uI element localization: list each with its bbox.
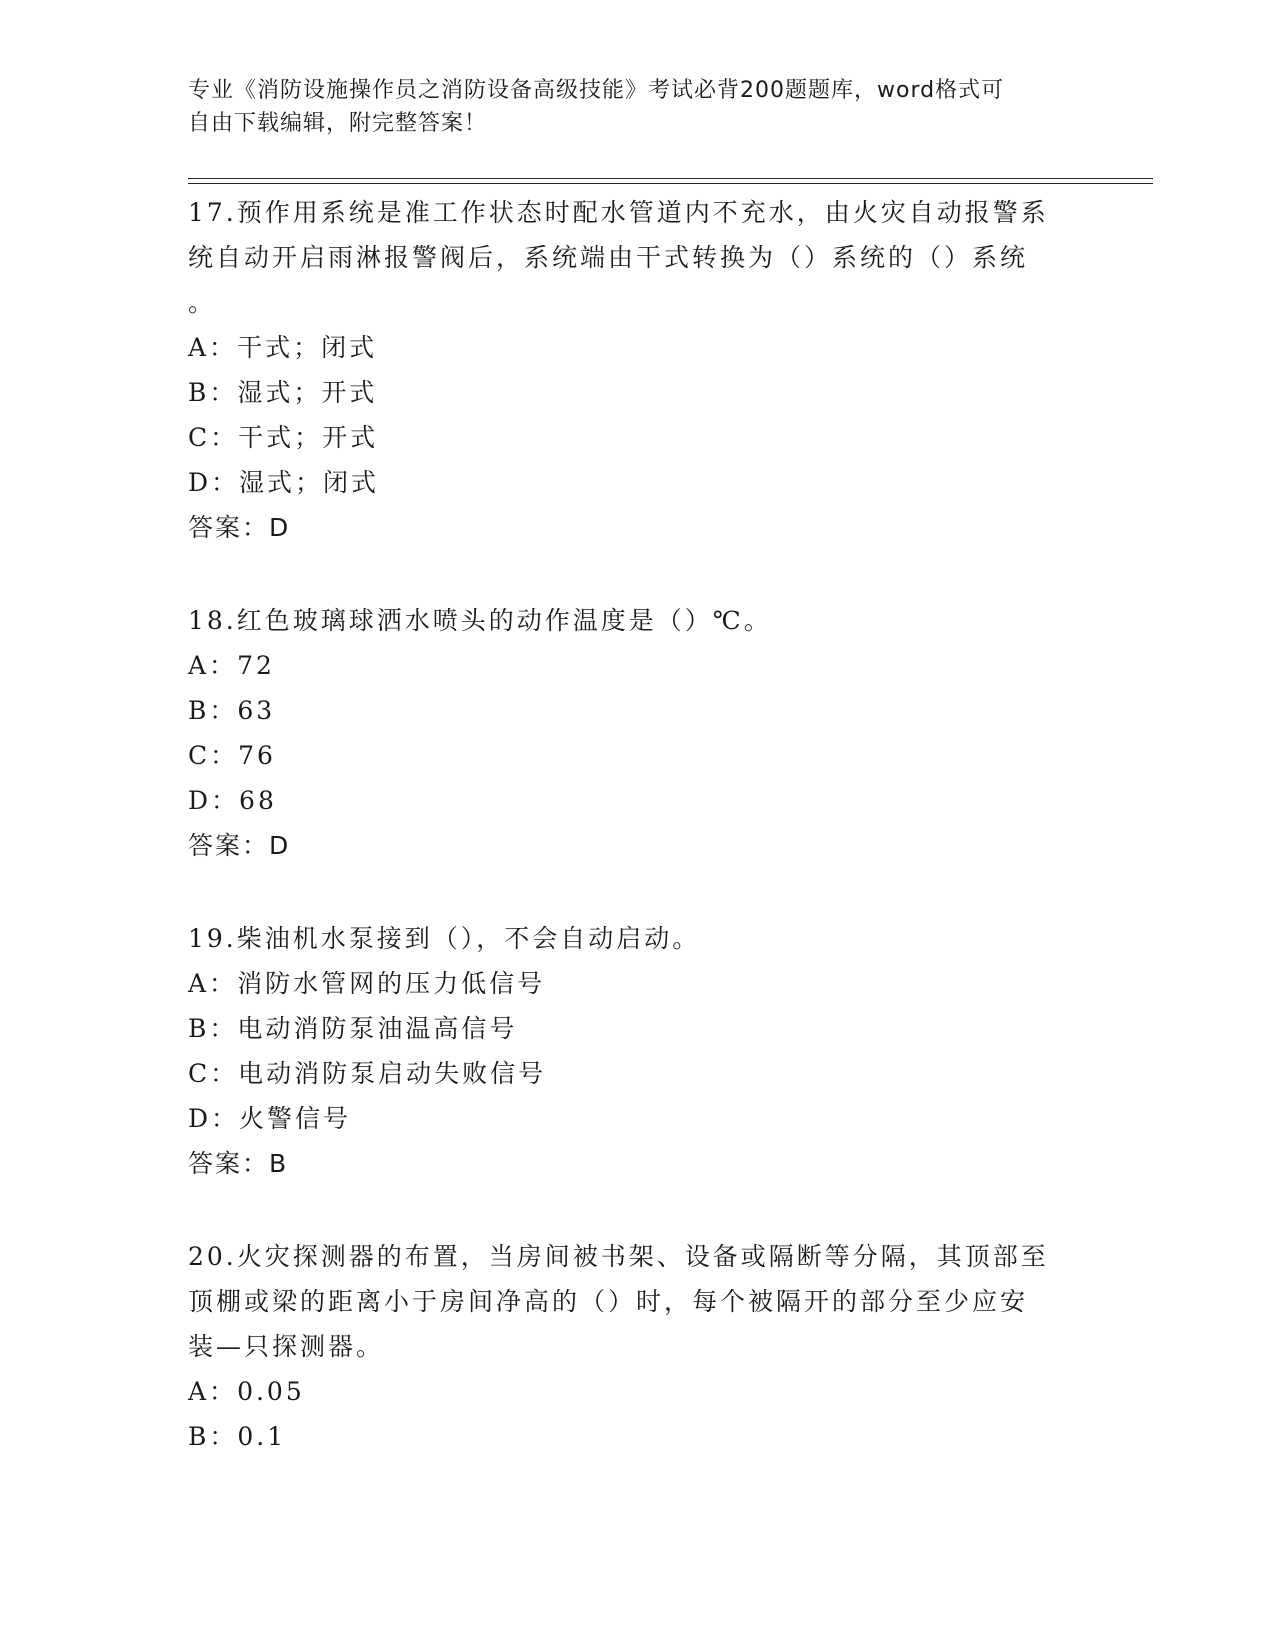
option-text: 76 <box>238 741 276 770</box>
answer-line <box>188 823 1088 868</box>
option-b <box>188 1006 1088 1051</box>
question-text-line: 顶棚或梁的距离小于房间净高的（）时，每个被隔开的部分至少应安 <box>188 1287 1029 1316</box>
answer-value: D <box>269 831 291 860</box>
option-key: C： <box>188 423 239 452</box>
option-text: 湿式；开式 <box>237 378 378 407</box>
option-a <box>188 643 1088 688</box>
option-a <box>188 325 1088 370</box>
option-key: A： <box>188 651 238 680</box>
option-text: 63 <box>237 696 276 725</box>
answer-value: B <box>269 1149 289 1178</box>
question-18 <box>188 598 1088 868</box>
option-text: 电动消防泵油温高信号 <box>237 1014 518 1043</box>
option-text: 电动消防泵启动失败信号 <box>238 1059 547 1088</box>
option-key: B： <box>188 1014 238 1043</box>
answer-line <box>188 505 1088 550</box>
question-text <box>188 916 1088 961</box>
document-header <box>188 74 1068 140</box>
option-text: 68 <box>239 786 277 815</box>
option-key: C： <box>188 1059 239 1088</box>
option-c <box>188 415 1088 460</box>
option-key: A： <box>188 969 238 998</box>
option-b <box>188 1414 1088 1459</box>
answer-label: 答案： <box>188 831 270 860</box>
option-text: 湿式；闭式 <box>239 468 380 497</box>
option-key: B： <box>188 378 238 407</box>
header-line-1: 专业《消防设施操作员之消防设备高级技能》考试必背200题题库，word格式可 <box>188 78 1005 103</box>
option-d <box>188 1096 1088 1141</box>
option-key: D： <box>188 468 240 497</box>
option-text: 干式；开式 <box>238 423 379 452</box>
answer-value: D <box>269 513 291 542</box>
option-key: D： <box>188 786 240 815</box>
header-divider-top <box>188 178 1153 179</box>
question-text-line: 18.红色玻璃球洒水喷头的动作温度是（）℃。 <box>188 606 772 635</box>
option-key: C： <box>188 741 239 770</box>
header-line-2: 自由下载编辑，附完整答案！ <box>188 111 488 136</box>
question-text-line: 。 <box>188 288 217 317</box>
option-c <box>188 1051 1088 1096</box>
answer-line <box>188 1141 1088 1186</box>
question-text-line: 20.火灾探测器的布置，当房间被书架、设备或隔断等分隔，其顶部至 <box>188 1242 1049 1271</box>
option-key: B： <box>188 696 238 725</box>
option-a <box>188 1369 1088 1414</box>
option-text: 0.05 <box>237 1377 305 1406</box>
question-17 <box>188 190 1088 550</box>
option-text: 火警信号 <box>239 1104 352 1133</box>
question-text <box>188 598 1088 643</box>
answer-label: 答案： <box>188 1149 270 1178</box>
option-text: 72 <box>237 651 275 680</box>
question-text <box>188 1234 1088 1369</box>
question-text-line: 统自动开启雨淋报警阀后，系统端由干式转换为（）系统的（）系统 <box>188 243 1029 272</box>
answer-label: 答案： <box>188 513 270 542</box>
question-19 <box>188 916 1088 1186</box>
option-d <box>188 778 1088 823</box>
option-key: A： <box>188 1377 238 1406</box>
question-list <box>188 190 1088 1459</box>
question-text-line: 装—只探测器。 <box>188 1332 385 1361</box>
option-a <box>188 961 1088 1006</box>
option-c <box>188 733 1088 778</box>
option-key: A： <box>188 333 238 362</box>
option-text: 0.1 <box>237 1422 287 1451</box>
question-text-line: 19.柴油机水泵接到（），不会自动启动。 <box>188 924 701 953</box>
option-text: 干式；闭式 <box>237 333 378 362</box>
option-d <box>188 460 1088 505</box>
question-20 <box>188 1234 1088 1459</box>
question-text <box>188 190 1088 325</box>
option-b <box>188 370 1088 415</box>
option-b <box>188 688 1088 733</box>
question-text-line: 17.预作用系统是准工作状态时配水管道内不充水，由火灾自动报警系 <box>188 198 1049 227</box>
header-divider-bottom <box>188 183 1153 184</box>
option-key: B： <box>188 1422 238 1451</box>
option-key: D： <box>188 1104 240 1133</box>
option-text: 消防水管网的压力低信号 <box>237 969 546 998</box>
